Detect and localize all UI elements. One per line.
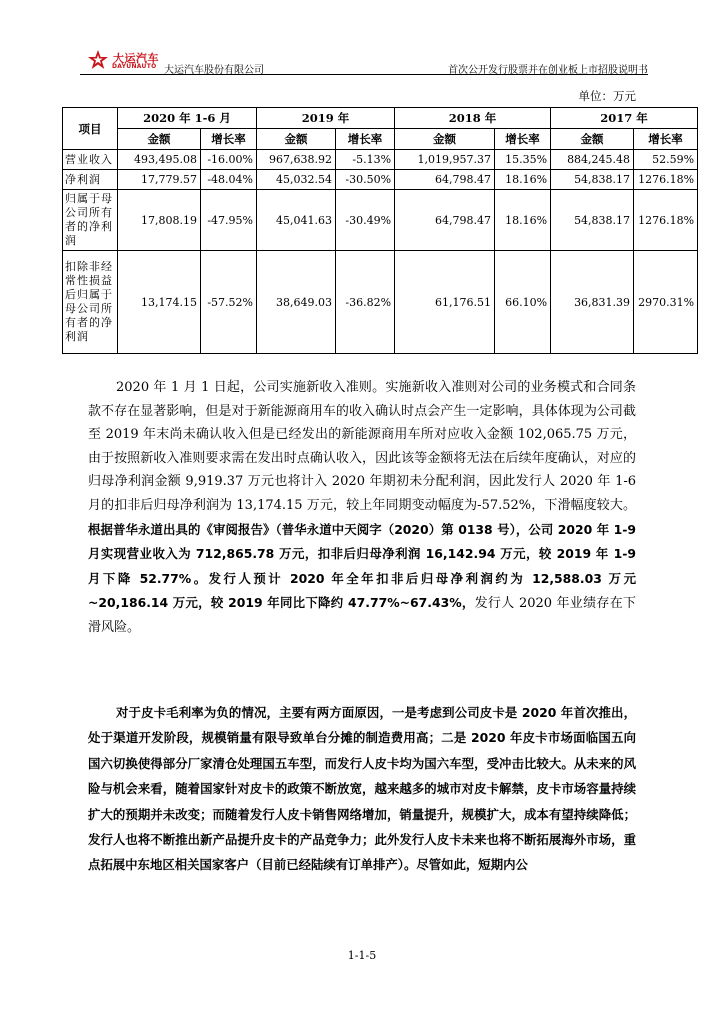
header-item: 项目 (63, 108, 118, 150)
logo-chinese-text: 大运汽车 (113, 52, 159, 65)
table-cell: 1276.18% (634, 190, 698, 251)
table-cell: 18.16% (495, 170, 551, 190)
table-cell: 54,838.17 (551, 190, 634, 251)
table-cell: 15.35% (495, 150, 551, 170)
table-cell: 45,041.63 (257, 190, 336, 251)
table-cell: -30.50% (336, 170, 395, 190)
unit-label: 单位：万元 (578, 89, 636, 103)
paragraph-text: 2020 年 1 月 1 日起，公司实施新收入准则。实施新收入准则对公司的业务模式和合同条款不存在显著影响，但是对于新能源商用车的收入确认时点会产生一定影响，具体体现为公司截至 2019 年末尚未确认收入但是已经发出的新能源商用车所对应收入金额 102,065.75 万元，由于按照新收入准则要求需在发出时点确认收入，因此该等金额将无法在后续年度确认，对应的归母净利润金额 9,919.37 万元也将计入 2020 年期初未分配利润，因此发行人 2020 年 1-6 月的扣非后归母净利润为 13,174.15 万元，较上年同期变动幅度为-57.52%，下滑幅度较大。 (88, 380, 636, 513)
table-cell: -30.49% (336, 190, 395, 251)
table-cell: 66.10% (495, 251, 551, 354)
table-cell: 61,176.51 (395, 251, 495, 354)
header-period: 2019 年 (257, 108, 395, 129)
table-cell: 17,779.57 (118, 170, 201, 190)
table-cell: 1276.18% (634, 170, 698, 190)
header-growth: 增长率 (634, 129, 698, 150)
table-cell: -36.82% (336, 251, 395, 354)
logo-english-text: DAYUNAUTO (112, 63, 157, 70)
document-title: 首次公开发行股票并在创业板上市招股说明书 (448, 65, 648, 76)
table-cell: 967,638.92 (257, 150, 336, 170)
table-cell: 13,174.15 (118, 251, 201, 354)
table-row (63, 170, 698, 190)
table-cell: 36,831.39 (551, 251, 634, 354)
table-cell: 17,808.19 (118, 190, 201, 251)
table-cell: 64,798.47 (395, 190, 495, 251)
star-logo-icon (86, 49, 110, 71)
table-cell: -5.13% (336, 150, 395, 170)
table-cell: 64,798.47 (395, 170, 495, 190)
company-name: 大运汽车股份有限公司 (164, 65, 264, 76)
table-cell: 884,245.48 (551, 150, 634, 170)
header-amount: 金额 (257, 129, 336, 150)
row-label: 归属于母公司所有者的净利润 (63, 190, 118, 251)
financial-table (62, 107, 698, 354)
table-cell: 18.16% (495, 190, 551, 251)
table-cell: 38,649.03 (257, 251, 336, 354)
table-cell: 2970.31% (634, 251, 698, 354)
header-amount: 金额 (551, 129, 634, 150)
table-cell: 1,019,957.37 (395, 150, 495, 170)
header-period: 2020 年 1-6 月 (118, 108, 257, 129)
header-period: 2017 年 (551, 108, 698, 129)
paragraph-text: 发行人 2020 年业绩存在下滑风险。 (88, 596, 636, 635)
row-label: 扣除非经常性损益后归属于母公司所有者的净利润 (63, 251, 118, 354)
table-cell: 493,495.08 (118, 150, 201, 170)
table-row (63, 251, 698, 354)
header-growth: 增长率 (336, 129, 395, 150)
table-row (63, 150, 698, 170)
table-cell: -47.95% (201, 190, 257, 251)
page-number: 1-1-5 (347, 949, 377, 962)
table-cell: -57.52% (201, 251, 257, 354)
paragraph-bold-text: 根据普华永道出具的《审阅报告》（普华永道中天阅字（2020）第 0138 号），公司 2020 年 1-9 月实现营业收入为 712,865.78 万元，扣非后归母净利润 16,142.94 万元，较 2019 年 1-9 月下降 52.77%。发行人预计 2020 年全年扣非后归母净利润约为 12,588.03 万元~20,186.14 万元，较 2019 年同比下降约 47.77%~67.43%， (88, 521, 636, 611)
table-cell: -48.04% (201, 170, 257, 190)
header-amount: 金额 (395, 129, 495, 150)
table-row (63, 190, 698, 251)
row-label: 净利润 (63, 170, 118, 190)
table-cell: 54,838.17 (551, 170, 634, 190)
header-amount: 金额 (118, 129, 201, 150)
page-header (80, 46, 648, 75)
header-growth: 增长率 (495, 129, 551, 150)
table-cell: -16.00% (201, 150, 257, 170)
table-cell: 52.59% (634, 150, 698, 170)
paragraph-new-revenue-standard (88, 376, 636, 640)
table-cell: 45,032.54 (257, 170, 336, 190)
row-label: 营业收入 (63, 150, 118, 170)
header-growth: 增长率 (201, 129, 257, 150)
paragraph-pickup-margin: 对于皮卡毛利率为负的情况，主要有两方面原因，一是考虑到公司皮卡是 2020 年首次推出，处于渠道开发阶段，规模销量有限导致单台分摊的制造费用高；二是 2020 年皮卡市场面临国五向国六切换使得部分厂家清仓处理国五车型，而发行人皮卡均为国六车型，受冲击比较大。从未来的风险与机会来看，随着国家针对皮卡的政策不断放宽，越来越多的城市对皮卡解禁，皮卡市场容量持续扩大的预期并未改变；而随着发行人皮卡销售网络增加，销量提升，规模扩大，成本有望持续降低；发行人也将不断推出新产品提升皮卡的产品竞争力；此外发行人皮卡未来也将不断拓展海外市场，重点拓展中东地区相关国家客户（目前已经陆续有订单排产）。尽管如此，短期内公 (88, 705, 636, 873)
header-period: 2018 年 (395, 108, 551, 129)
